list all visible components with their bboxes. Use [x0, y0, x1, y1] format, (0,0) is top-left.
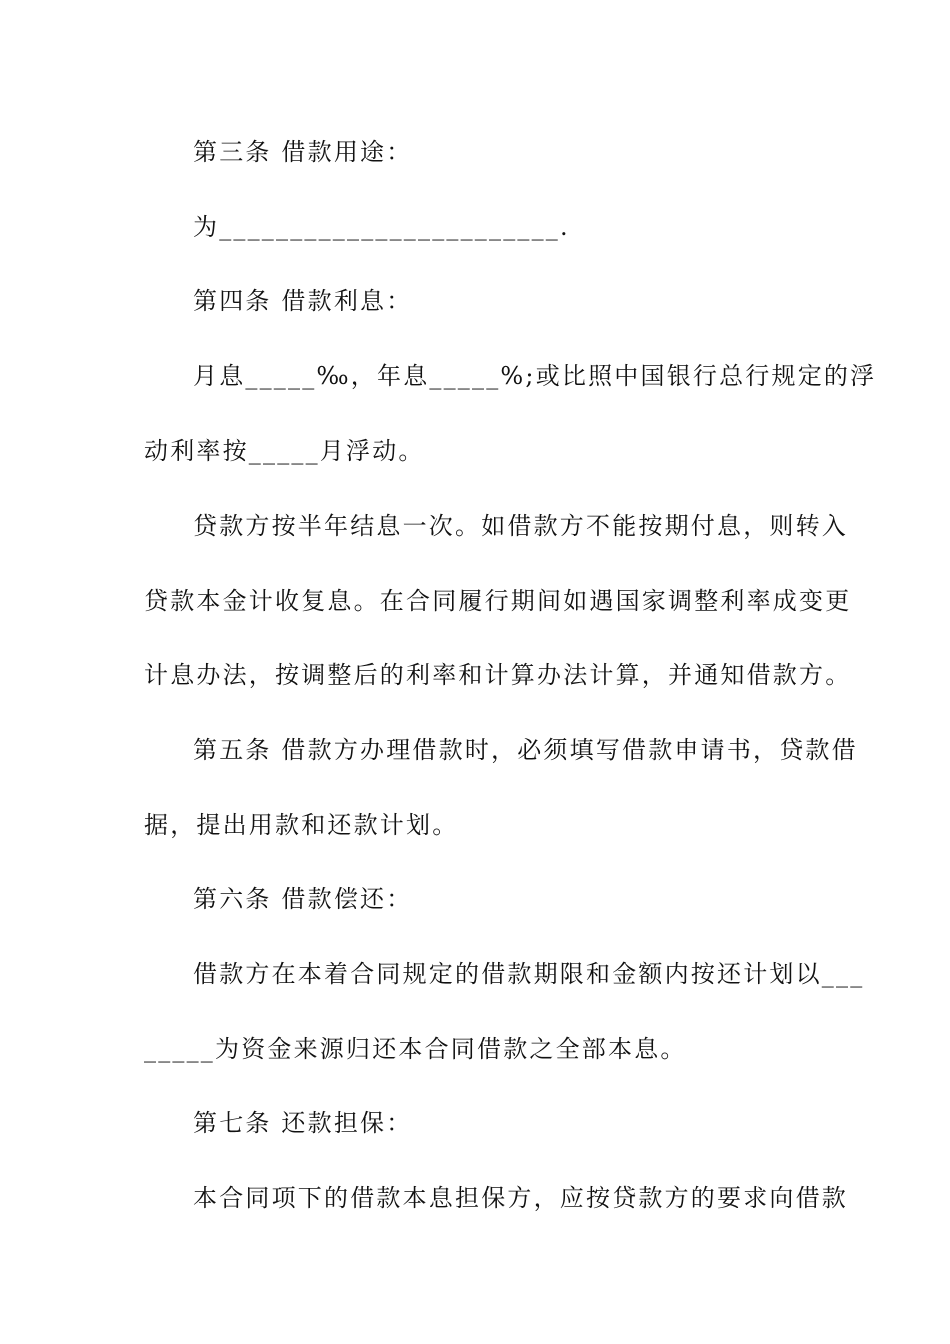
- article-4-heading: 第四条 借款利息：: [193, 287, 413, 315]
- paragraph-line: 据，提出用款和还款计划。: [144, 811, 459, 839]
- article-5-line: 第五条 借款方办理借款时，必须填写借款申请书，贷款借: [193, 736, 858, 764]
- article-7-heading: 第七条 还款担保：: [193, 1109, 413, 1137]
- paragraph-line: _____为资金来源归还本合同借款之全部本息。: [144, 1035, 687, 1063]
- paragraph-line: 贷款本金计收复息。在合同履行期间如遇国家调整利率成变更: [144, 587, 852, 615]
- paragraph-line: 计息办法，按调整后的利率和计算办法计算，并通知借款方。: [144, 661, 852, 689]
- paragraph-line: 为________________________.: [193, 213, 570, 241]
- paragraph-line: 月息_____‰，年息_____%;或比照中国银行总行规定的浮: [193, 362, 877, 390]
- paragraph-line: 借款方在本着合同规定的借款期限和金额内按还计划以___: [193, 960, 865, 988]
- article-6-heading: 第六条 借款偿还：: [193, 885, 413, 913]
- paragraph-line: 动利率按_____月浮动。: [144, 437, 425, 465]
- paragraph-line: 贷款方按半年结息一次。如借款方不能按期付息，则转入: [193, 512, 848, 540]
- article-3-heading: 第三条 借款用途：: [193, 138, 413, 166]
- paragraph-line: 本合同项下的借款本息担保方，应按贷款方的要求向借款: [193, 1184, 848, 1212]
